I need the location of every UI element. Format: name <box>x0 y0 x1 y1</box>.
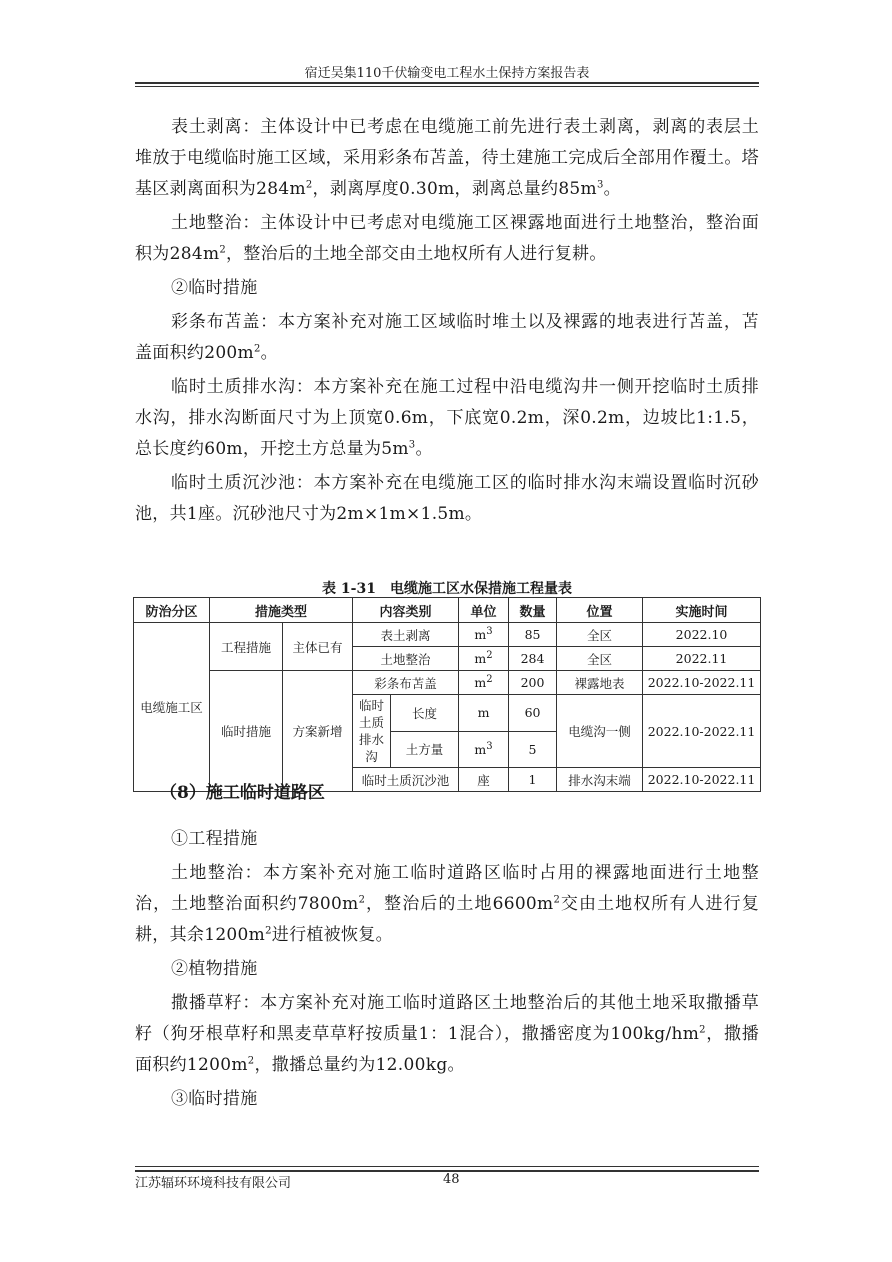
page-header: 宿迁吴集110千伏输变电工程水土保持方案报告表 <box>304 66 590 81</box>
cell-qty: 60 <box>509 695 557 732</box>
cell-content-sub: 土方量 <box>391 731 459 768</box>
cell-qty: 5 <box>509 731 557 768</box>
para-tarp-cover: 彩条布苫盖：本方案补充对施工区域临时堆土以及裸露的地表进行苫盖，苫盖面积约$200m^2$。 <box>135 312 759 363</box>
header-rule-thin <box>135 86 759 87</box>
cell-time: 2022.11 <box>643 647 761 671</box>
th-qty: 数量 <box>509 598 557 623</box>
cell-content: 土地整治 <box>353 647 459 671</box>
table-row <box>134 671 761 695</box>
cell-location: 全区 <box>557 623 643 647</box>
cell-content: 表土剥离 <box>353 623 459 647</box>
cell-unit: $m^3$ <box>459 623 509 647</box>
th-measure-type: 措施类型 <box>210 598 353 623</box>
body-text-top <box>135 112 759 530</box>
cell-group1-source: 主体已有 <box>283 623 353 671</box>
cell-content-sub: 长度 <box>391 695 459 732</box>
cell-unit: $m^3$ <box>459 731 509 768</box>
table-header-row <box>134 598 761 623</box>
para-sediment-basin: 临时土质沉沙池：本方案补充在电缆施工区的临时排水沟末端设置临时沉砂池，共1座。沉砂池尺寸为2m×1m×1.5m。 <box>135 473 759 524</box>
cell-qty: 284 <box>509 647 557 671</box>
cell-time: 2022.10 <box>643 623 761 647</box>
body-text-bottom <box>135 824 759 1115</box>
cell-group2-source: 方案新增 <box>283 671 353 792</box>
cell-qty: 85 <box>509 623 557 647</box>
th-content: 内容类别 <box>353 598 459 623</box>
measures-table <box>133 597 761 792</box>
cell-time: 2022.10-2022.11 <box>643 671 761 695</box>
para-road-land-remediation: 土地整治：本方案补充对施工临时道路区临时占用的裸露地面进行土地整治，土地整治面积约$7800m^2$，整治后的土地$6600m^2$交由土地权所有人进行复耕，其余$1200m^2$进行植被恢复。 <box>135 863 759 945</box>
cell-group2-type: 临时措施 <box>210 671 283 792</box>
para-temporary-measures-heading: ②临时措施 <box>171 278 258 298</box>
cell-qty: 1 <box>509 768 557 792</box>
cell-location: 电缆沟一侧 <box>557 695 643 768</box>
cell-qty: 200 <box>509 671 557 695</box>
cell-time: 2022.10-2022.11 <box>643 695 761 768</box>
cell-location: 排水沟末端 <box>557 768 643 792</box>
cell-zone: 电缆施工区 <box>134 623 210 792</box>
cell-group1-type: 工程措施 <box>210 623 283 671</box>
cell-location: 裸露地表 <box>557 671 643 695</box>
th-location: 位置 <box>557 598 643 623</box>
para-drainage-ditch: 临时土质排水沟：本方案补充在施工过程中沿电缆沟井一侧开挖临时土质排水沟，排水沟断面尺寸为上顶宽0.6m，下底宽0.2m，深0.2m，边坡比1:1.5，总长度约60m，开挖土方总量为$5m^3$。 <box>135 377 759 459</box>
header-rule-thick <box>135 82 759 84</box>
cell-unit: $m^2$ <box>459 671 509 695</box>
footer-company: 江苏辐环环境科技有限公司 <box>135 1176 292 1191</box>
cell-content: 彩条布苫盖 <box>353 671 459 695</box>
para-land-remediation: 土地整治：主体设计中已考虑对电缆施工区裸露地面进行土地整治，整治面积为$284m^2$，整治后的土地全部交由土地权所有人进行复耕。 <box>135 213 759 264</box>
cell-unit: 座 <box>459 768 509 792</box>
page-number: 48 <box>443 1172 460 1187</box>
th-zone: 防治分区 <box>134 598 210 623</box>
cell-time: 2022.10-2022.11 <box>643 768 761 792</box>
cell-content-main: 临时土质排水沟 <box>353 695 391 768</box>
th-unit: 单位 <box>459 598 509 623</box>
table-row <box>134 623 761 647</box>
cell-content: 临时土质沉沙池 <box>353 768 459 792</box>
cell-unit: $m^2$ <box>459 647 509 671</box>
footer-rule-thin <box>135 1166 759 1167</box>
para-plant-measures-heading: ②植物措施 <box>171 959 258 979</box>
th-time: 实施时间 <box>643 598 761 623</box>
para-topsoil-stripping: 表土剥离：主体设计中已考虑在电缆施工前先进行表土剥离，剥离的表层土堆放于电缆临时施工区域，采用彩条布苫盖，待土建施工完成后全部用作覆土。塔基区剥离面积为$284m^2$，剥离厚度0.30m，剥离总量约$85m^3$。 <box>135 117 759 199</box>
cell-unit: m <box>459 695 509 732</box>
para-engineering-measures-heading: ①工程措施 <box>171 829 258 849</box>
para-grass-seeding: 撒播草籽：本方案补充对施工临时道路区土地整治后的其他土地采取撒播草籽（狗牙根草籽和黑麦草草籽按质量1：1混合），撒播密度为$100kg/hm^2$，撒播面积约$1200m^2$，撒播总量约为12.00kg。 <box>135 993 759 1075</box>
para-temporary-measures-heading-2: ③临时措施 <box>171 1089 258 1109</box>
section-8-heading: （8）施工临时道路区 <box>160 783 325 803</box>
cell-location: 全区 <box>557 647 643 671</box>
table-caption: 表 1-31 电缆施工区水保措施工程量表 <box>322 581 572 597</box>
